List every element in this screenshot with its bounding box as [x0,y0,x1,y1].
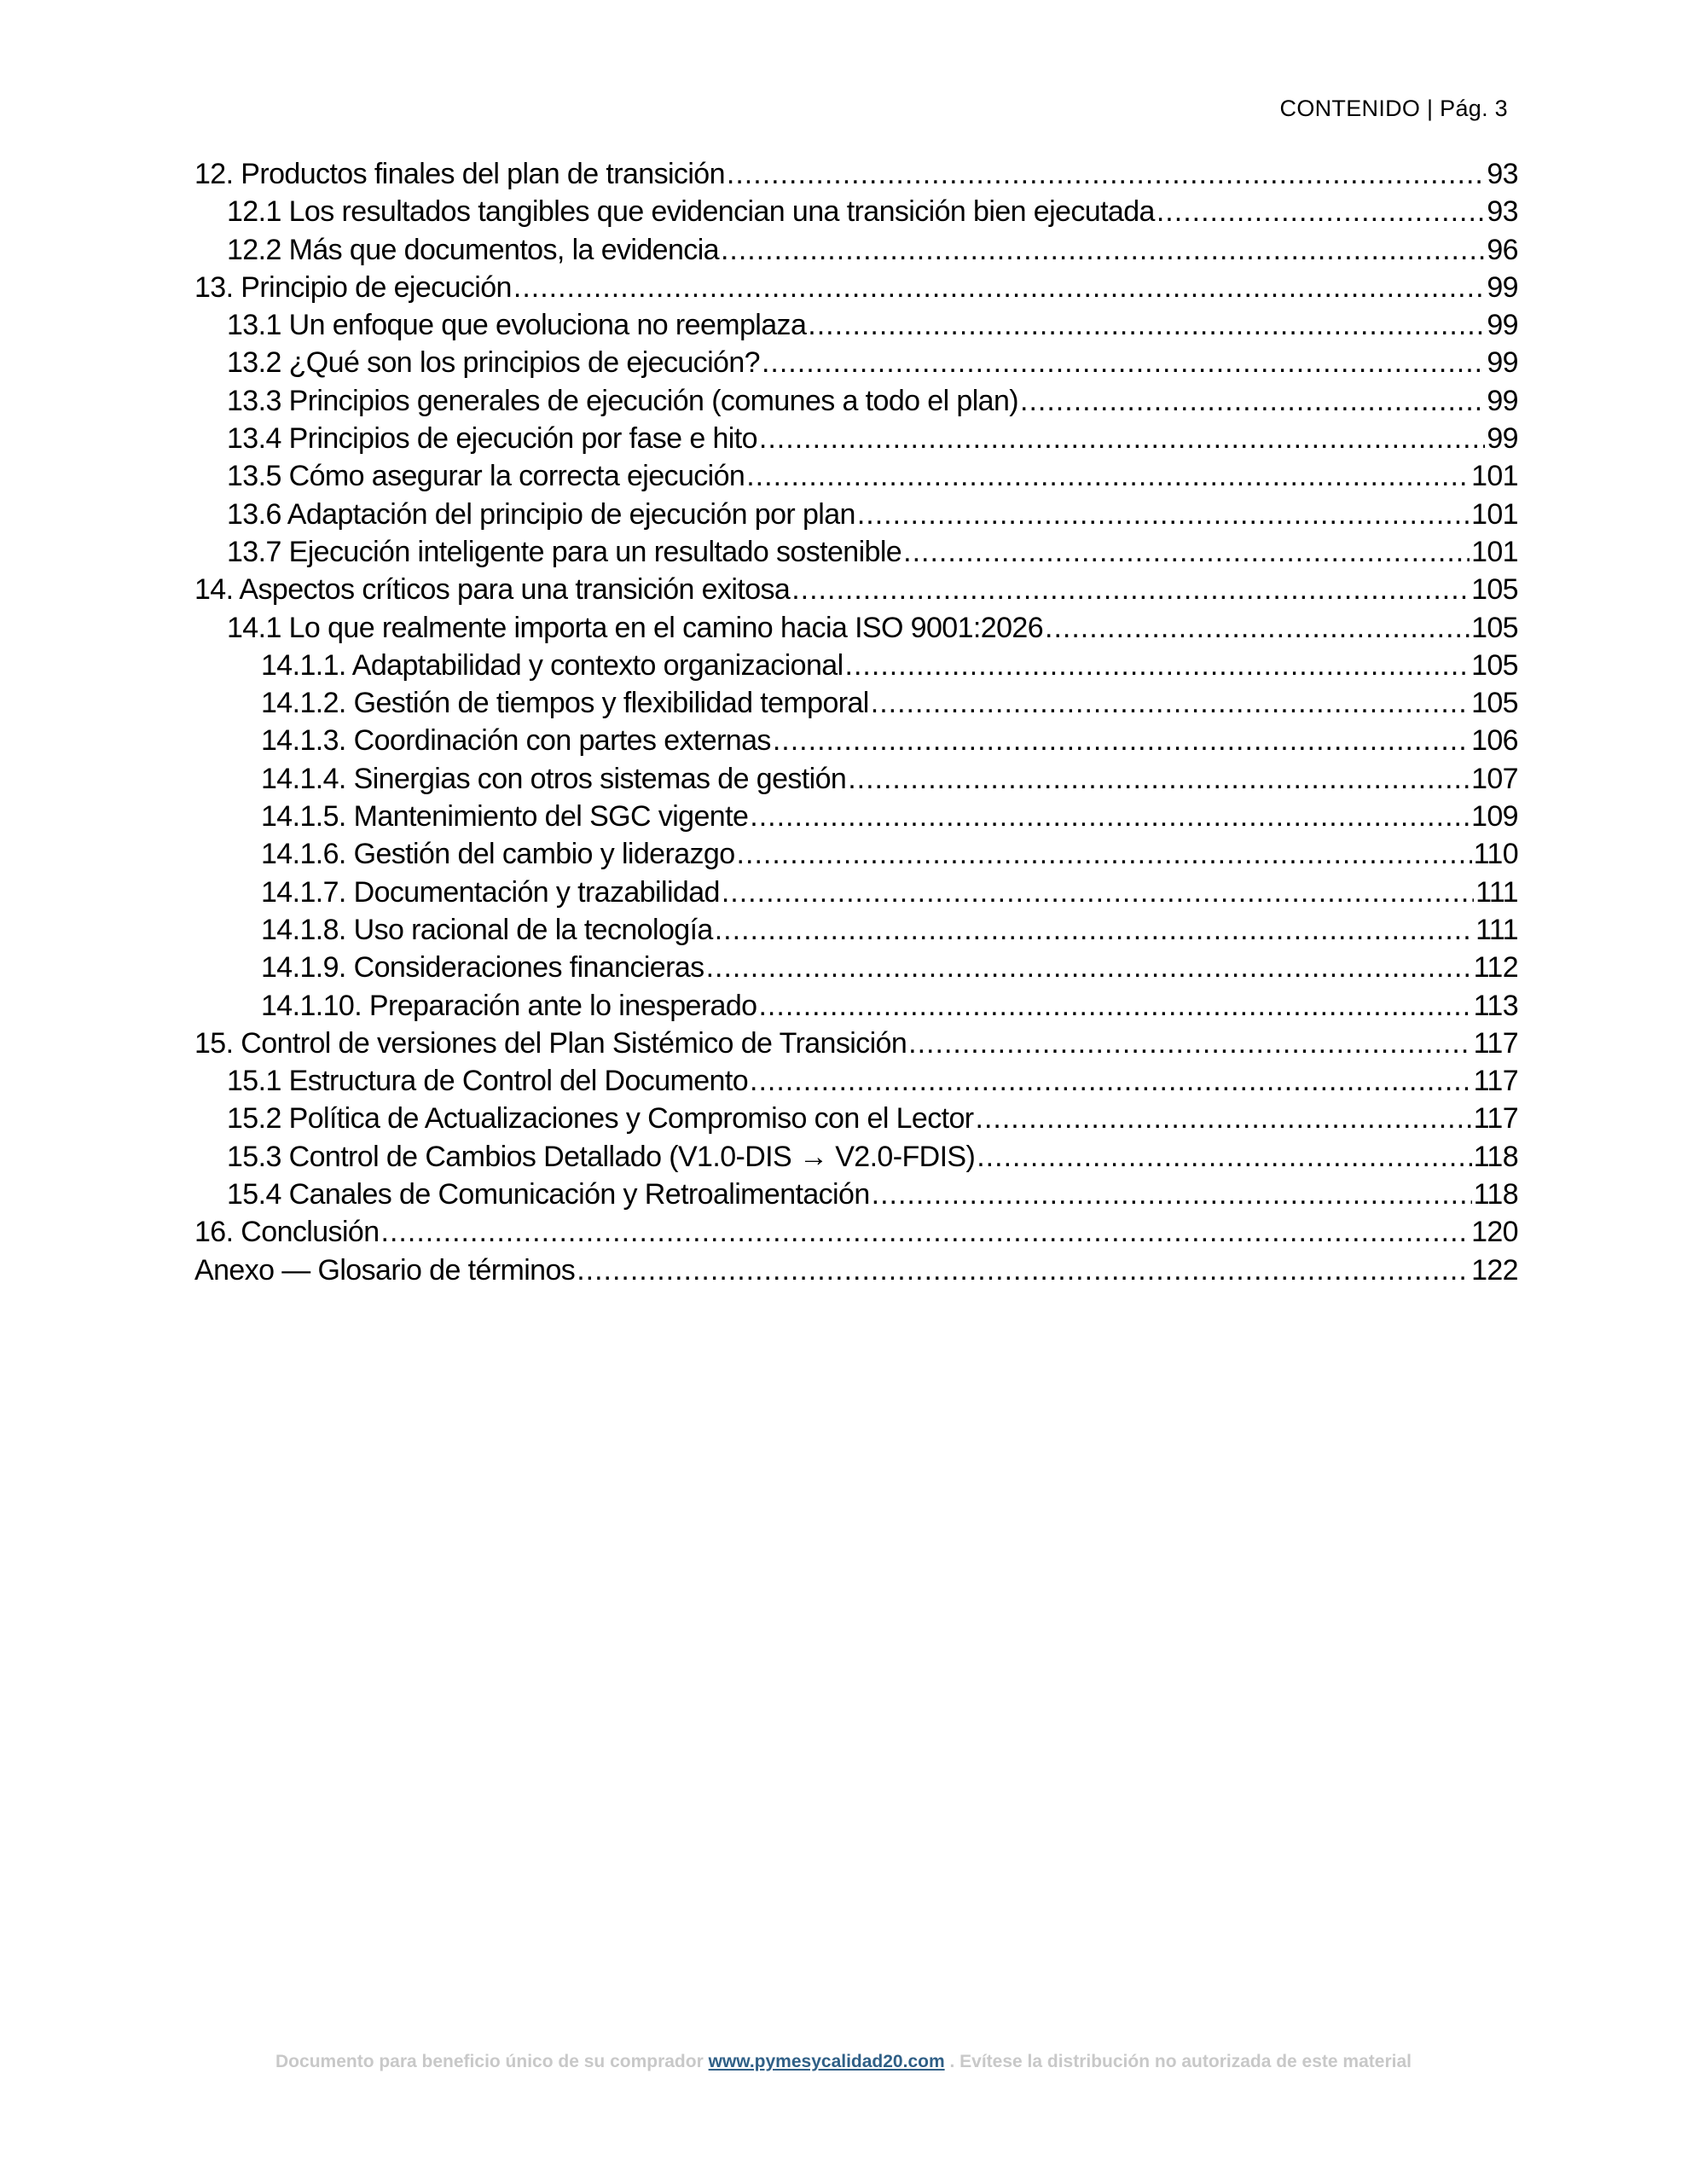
toc-entry-page-number: 96 [1487,233,1518,266]
toc-entry-title: 13.1 Un enfoque que evoluciona no reemplaza [227,309,807,342]
toc-entry-page-number: 101 [1471,535,1518,568]
toc-entry[interactable] [194,155,1518,193]
toc-entry-page-number: 99 [1487,346,1518,380]
toc-dot-leader [750,798,1470,835]
toc-entry-title: 12.2 Más que documentos, la evidencia [227,233,719,266]
toc-entry-page-number: 99 [1487,270,1518,304]
toc-entry[interactable] [194,722,1518,759]
toc-entry[interactable] [194,1062,1518,1100]
toc-entry-title: 13. Principio de ejecución [194,270,512,304]
toc-entry-page-number: 107 [1471,762,1518,795]
toc-entry[interactable] [194,987,1518,1025]
toc-dot-leader [871,684,1470,722]
toc-dot-leader [845,647,1470,684]
toc-entry[interactable] [194,760,1518,798]
toc-entry[interactable] [194,1213,1518,1251]
toc-entry-title: 15. Control de versiones del Plan Sistémico de Transición [194,1026,907,1060]
toc-entry-page-number: 111 [1475,875,1518,909]
page-header: CONTENIDO | Pág. 3 [1279,96,1508,121]
toc-entry-title: 16. Conclusión [194,1216,380,1249]
toc-dot-leader [758,987,1471,1025]
toc-dot-leader [706,949,1472,986]
toc-entry[interactable] [194,1176,1518,1213]
toc-entry[interactable] [194,949,1518,986]
toc-entry-page-number: 110 [1473,838,1518,871]
toc-entry[interactable] [194,647,1518,684]
toc-entry[interactable] [194,306,1518,344]
toc-dot-leader [1045,609,1470,647]
toc-entry-page-number: 105 [1471,687,1518,720]
toc-entry-title: 12.1 Los resultados tangibles que evidencian una transición bien ejecutada [227,195,1155,229]
toc-entry-page-number: 106 [1471,724,1518,758]
toc-entry-title: 13.7 Ejecución inteligente para un resultado sostenible [227,535,902,568]
toc-entry[interactable] [194,911,1518,949]
toc-entry[interactable] [194,571,1518,608]
toc-entry-title: 13.4 Principios de ejecución por fase e hito [227,422,757,456]
toc-entry-title: Anexo — Glosario de términos [194,1253,576,1287]
toc-entry-title: 14.1.8. Uso racional de la tecnología [261,913,713,946]
toc-entry-page-number: 105 [1471,648,1518,682]
toc-entry[interactable] [194,457,1518,495]
toc-entry-page-number: 105 [1471,573,1518,607]
toc-entry-title: 13.2 ¿Qué son los principios de ejecución? [227,346,760,380]
toc-dot-leader [715,911,1474,949]
toc-entry-page-number: 120 [1471,1216,1518,1249]
toc-entry-title: 14.1.4. Sinergias con otros sistemas de gestión [261,762,847,795]
toc-entry-title: 15.1 Estructura de Control del Documento [227,1065,749,1098]
footer-prefix: Documento para beneficio único de su comprador [275,2052,704,2071]
toc-dot-leader [791,571,1470,608]
toc-entry-title: 15.4 Canales de Comunicación y Retroalimentación [227,1178,870,1211]
toc-dot-leader [759,420,1485,457]
toc-dot-leader [513,269,1486,306]
toc-entry-title: 12. Productos finales del plan de transición [194,158,725,190]
toc-entry[interactable] [194,420,1518,457]
toc-entry[interactable] [194,874,1518,911]
toc-entry-page-number: 99 [1487,384,1518,417]
toc-dot-leader [746,457,1470,495]
toc-entry-title: 13.6 Adaptación del principio de ejecución por plan [227,497,855,531]
toc-entry[interactable] [194,684,1518,722]
toc-dot-leader [722,874,1474,911]
toc-dot-leader [872,1176,1472,1213]
toc-entry-page-number: 93 [1487,158,1518,190]
toc-dot-leader [857,496,1470,533]
toc-dot-leader [1020,382,1485,420]
toc-entry[interactable] [194,193,1518,230]
toc-entry-title: 14. Aspectos críticos para una transición exitosa [194,573,791,607]
toc-entry-page-number: 99 [1487,309,1518,342]
toc-dot-leader [976,1100,1472,1137]
table-of-contents [194,155,1518,1289]
toc-entry-page-number: 117 [1473,1102,1518,1136]
toc-entry-title: 14.1.1. Adaptabilidad y contexto organizacional [261,648,844,682]
toc-dot-leader [908,1025,1471,1062]
toc-entry-title: 13.5 Cómo asegurar la correcta ejecución [227,460,745,493]
toc-entry[interactable] [194,835,1518,873]
toc-entry-title: 14.1.2. Gestión de tiempos y flexibilidad temporal [261,687,869,720]
toc-entry-page-number: 117 [1473,1065,1518,1098]
toc-dot-leader [977,1138,1471,1176]
toc-dot-leader [721,231,1485,269]
toc-dot-leader [381,1213,1470,1251]
toc-entry-title: 14.1.3. Coordinación con partes externas [261,724,771,758]
toc-dot-leader [727,155,1485,193]
toc-entry-page-number: 118 [1473,1178,1518,1211]
toc-entry[interactable] [194,496,1518,533]
toc-entry[interactable] [194,231,1518,269]
toc-entry-title: 14.1.7. Documentación y trazabilidad [261,875,720,909]
toc-entry-page-number: 99 [1487,422,1518,456]
toc-entry-page-number: 112 [1473,951,1518,985]
toc-entry-page-number: 113 [1473,989,1518,1022]
toc-entry[interactable] [194,1138,1518,1176]
toc-entry-page-number: 118 [1473,1140,1518,1173]
toc-entry-title: 14.1.5. Mantenimiento del SGC vigente [261,800,749,834]
toc-entry[interactable] [194,344,1518,381]
toc-entry-page-number: 111 [1475,913,1518,946]
toc-entry[interactable] [194,1252,1518,1289]
toc-entry-page-number: 93 [1487,195,1518,229]
footer-link[interactable]: www.pymesycalidad20.com [708,2052,945,2071]
toc-dot-leader [737,835,1472,873]
toc-entry-page-number: 122 [1471,1253,1518,1287]
toc-dot-leader [577,1252,1470,1289]
page-footer [0,2052,1687,2072]
toc-entry[interactable] [194,1025,1518,1062]
toc-entry[interactable] [194,269,1518,306]
toc-dot-leader [1157,193,1486,230]
toc-entry-page-number: 105 [1471,611,1518,644]
toc-dot-leader [762,344,1485,381]
toc-entry[interactable] [194,382,1518,420]
toc-dot-leader [773,722,1470,759]
toc-entry[interactable] [194,1100,1518,1137]
toc-entry-title: 14.1 Lo que realmente importa en el camino hacia ISO 9001:2026 [227,611,1044,644]
toc-entry-title: 14.1.6. Gestión del cambio y liderazgo [261,838,735,871]
toc-entry-page-number: 117 [1473,1026,1518,1060]
footer-suffix: . Evítese la distribución no autorizada de este material [949,2052,1412,2071]
toc-entry-page-number: 101 [1471,460,1518,493]
toc-dot-leader [903,533,1470,571]
toc-entry-title: 14.1.9. Consideraciones financieras [261,951,704,985]
toc-entry[interactable] [194,609,1518,647]
toc-dot-leader [848,760,1470,798]
toc-entry[interactable] [194,798,1518,835]
toc-entry-title: 15.2 Política de Actualizaciones y Compromiso con el Lector [227,1102,974,1136]
toc-entry-title: 15.3 Control de Cambios Detallado (V1.0-DIS → V2.0-FDIS) [227,1140,976,1173]
toc-entry-title: 13.3 Principios generales de ejecución (comunes a todo el plan) [227,384,1019,417]
toc-dot-leader [750,1062,1472,1100]
toc-entry[interactable] [194,533,1518,571]
toc-entry-title: 14.1.10. Preparación ante lo inesperado [261,989,757,1022]
toc-entry-page-number: 101 [1471,497,1518,531]
toc-dot-leader [808,306,1485,344]
toc-entry-page-number: 109 [1471,800,1518,834]
